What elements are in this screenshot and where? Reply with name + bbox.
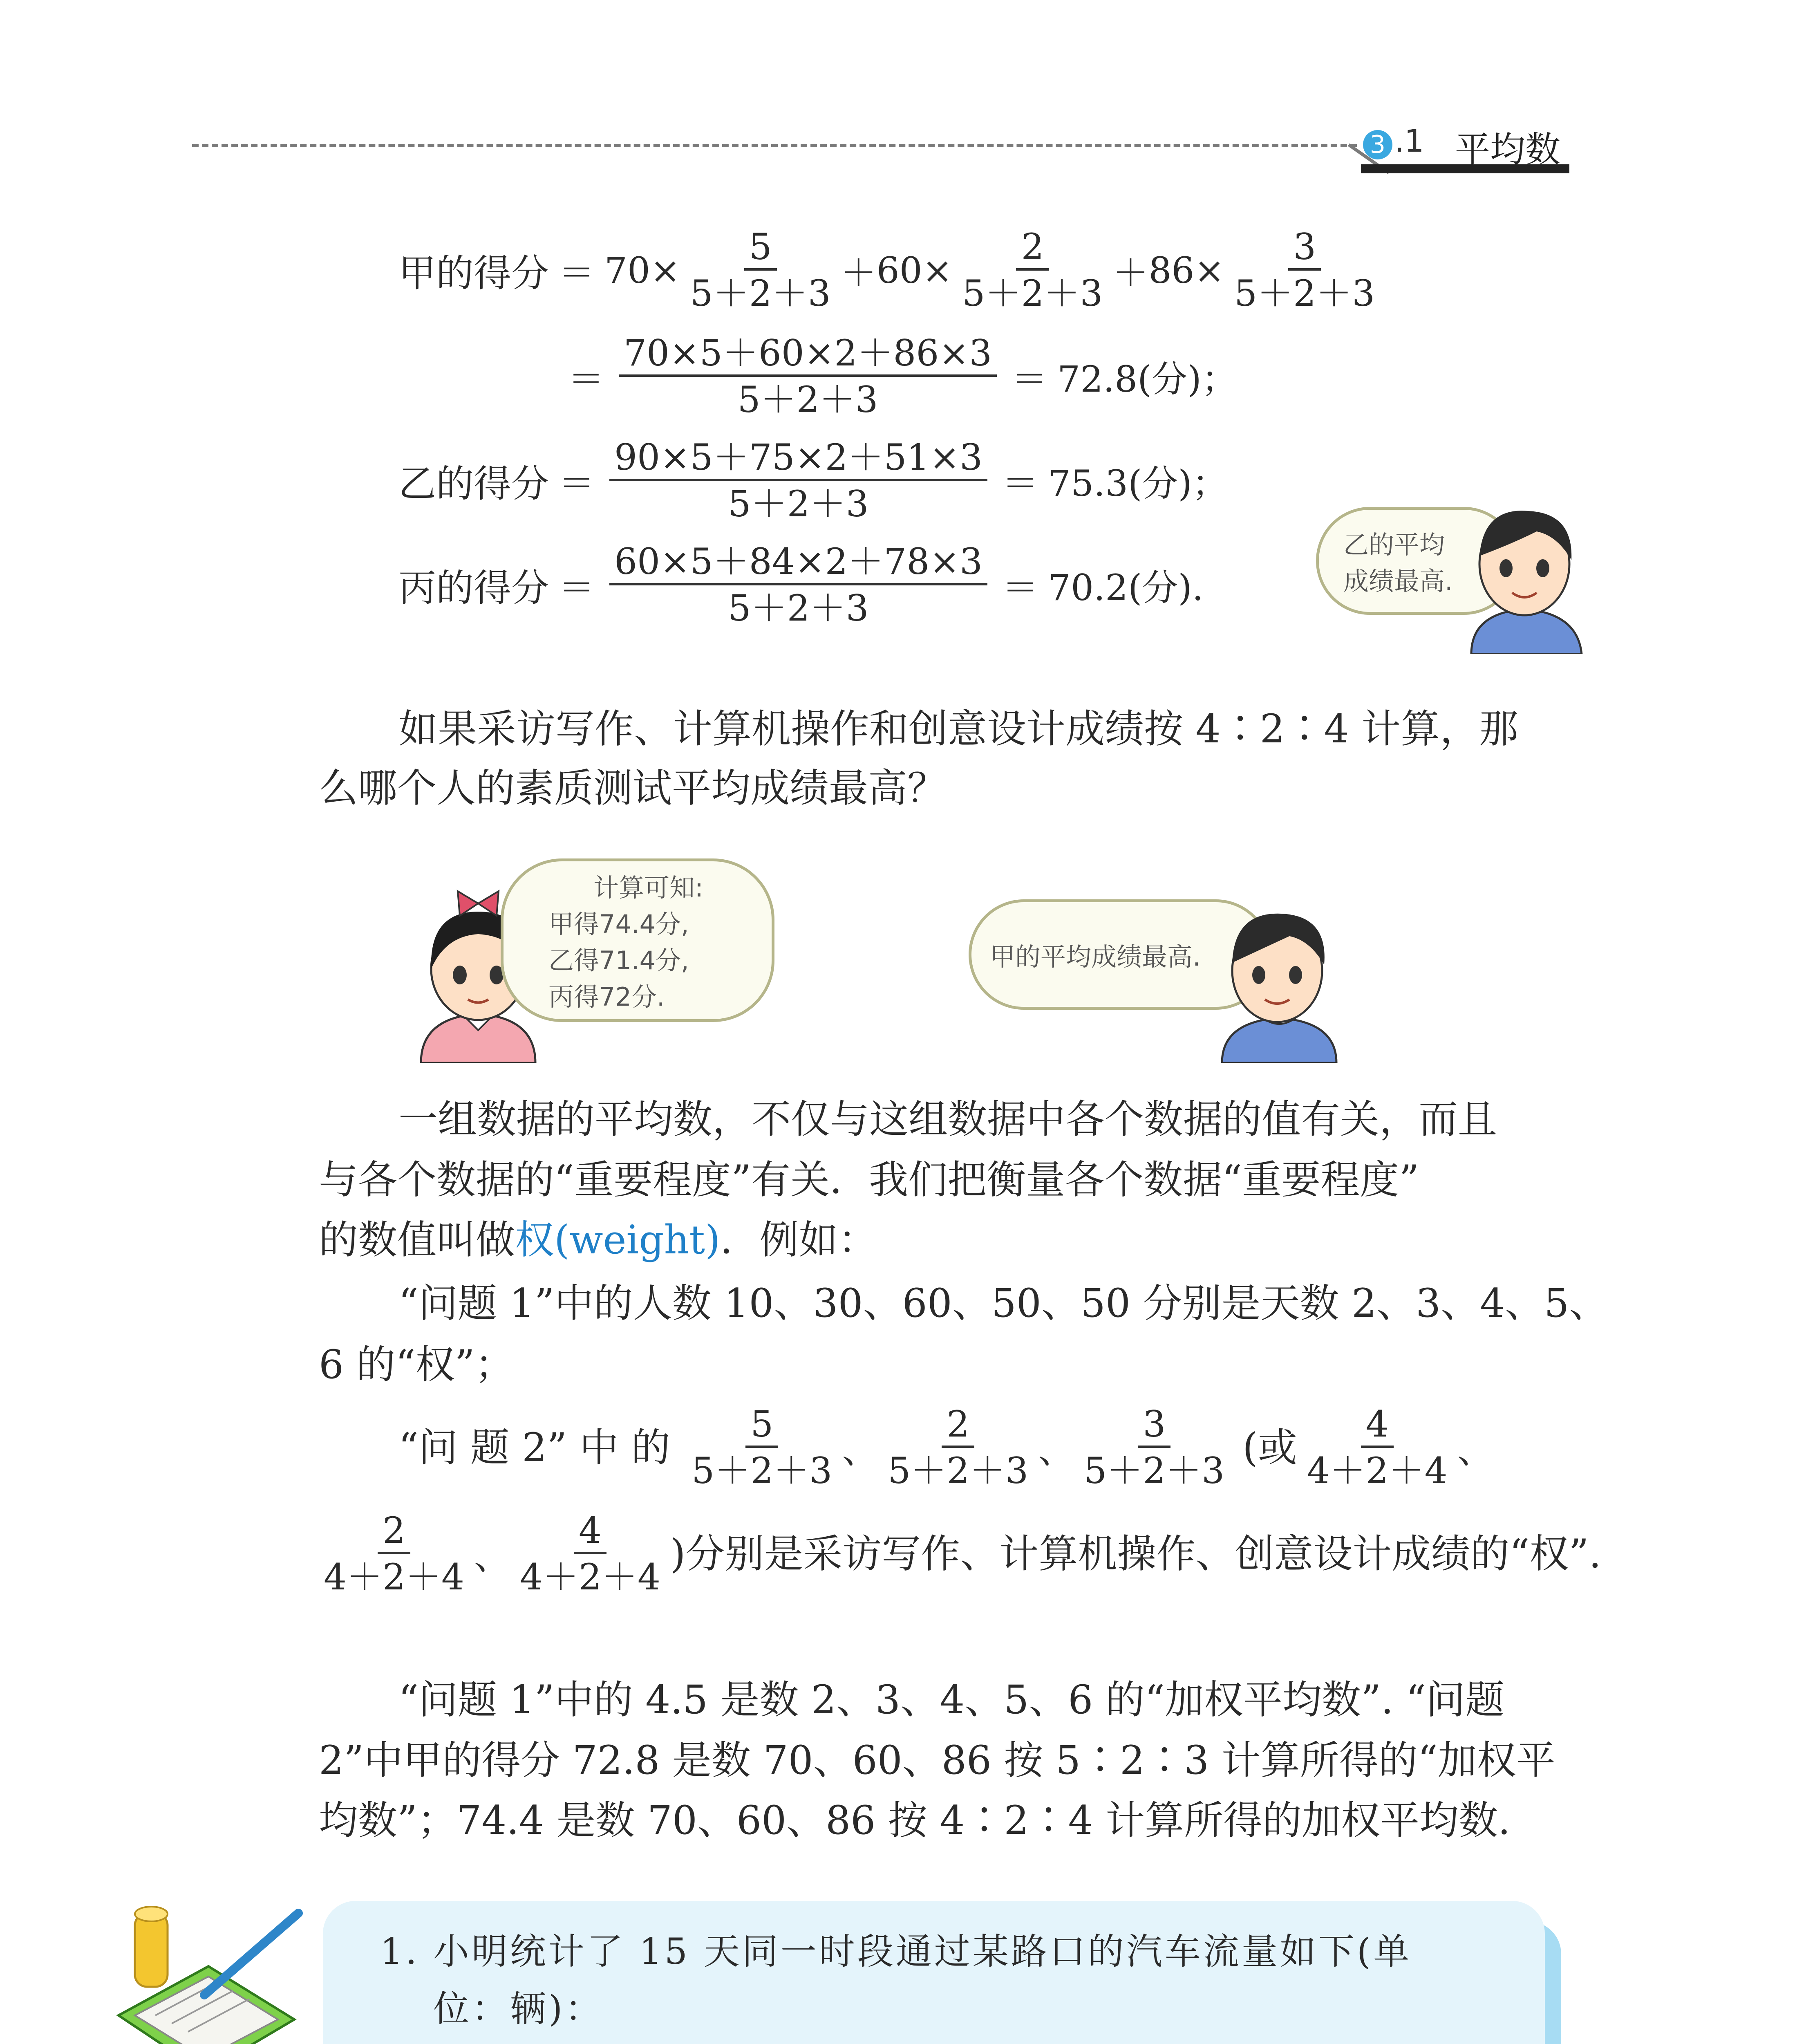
fraction: $\frac{60\times 5+84\times 2+78\times 3}{5+2+3}$ (609, 544, 987, 626)
jia-score-line1: 甲的得分 ＝ 70 × $\frac{5}{5+2+3}$ ＋ 60 × $\frac{2}{5+2+3}$ ＋ 86 × $\frac{3}{5+2+3}$ (398, 229, 1385, 312)
example2-line2: $\frac{2}{4+2+4}$ 、 $\frac{4}{4+2+4}$ )分别是采访写作、计算机操作、创意设计成绩的“权”. (319, 1513, 1601, 1595)
bubble-text: 计算可知: (593, 873, 703, 903)
jia-score-line2: ＝ $\frac{70\times 5+60\times 2+86\times 3}{5+2+3}$ ＝ 72.8(分)； (568, 332, 1238, 421)
text: ．例如： (720, 1217, 877, 1263)
fraction: $\frac{4}{4+2+4}$ (1307, 1403, 1448, 1492)
bubble-text: 甲的平均成绩最高. (990, 941, 1201, 972)
fraction: $\frac{90\times 5+75\times 2+51\times 3}{5+2+3}$ (609, 439, 987, 522)
bing-label: 丙的得分 (398, 566, 549, 610)
section-title: 平均数 (1455, 129, 1560, 170)
fraction: $\frac{2}{5+2+3}$ (888, 1403, 1029, 1492)
weight-line1: 一组数据的平均数，不仅与这组数据中各个数据的值有关，而且 (398, 1096, 1497, 1142)
fraction: $\frac{4}{4+2+4}$ (519, 1509, 660, 1598)
bing-score-line: 丙的得分 ＝ $\frac{60\times 5+84\times 2+78\times 3}{5+2+3}$ ＝ 70.2(分). (398, 540, 1204, 629)
yi-result: 75.3(分)； (1048, 462, 1228, 504)
speech-bubble-girl (501, 858, 774, 1022)
jia-result: 72.8(分)； (1057, 358, 1238, 400)
weight-line3 (319, 1217, 877, 1263)
text: (或 (1242, 1425, 1297, 1470)
bubble-text: 丙得72分. (548, 982, 665, 1012)
bing-result: 70.2(分). (1048, 567, 1204, 609)
notebook-pen-icon (110, 1897, 307, 2044)
fraction: $\frac{3}{5+2+3}$ (1084, 1403, 1225, 1492)
fraction: $\frac{2}{4+2+4}$ (324, 1509, 464, 1598)
text: “问 题 2” 中 的 (398, 1425, 671, 1470)
question-line1: 如果采访写作、计算机操作和创意设计成绩按 4∶2∶4 计算，那 (398, 706, 1519, 752)
weight-line2: 与各个数据的“重要程度”有关．我们把衡量各个数据“重要程度” (319, 1157, 1419, 1203)
term-60: 60 (876, 249, 922, 291)
summary-line3: 均数”；74.4 是数 70、60、86 按 4∶2∶4 计算所得的加权平均数. (319, 1797, 1511, 1843)
bubble-text: 成绩最高. (1343, 566, 1453, 596)
practice-question-line1: 1. 小明统计了 15 天同一时段通过某路口的汽车流量如下(单 (380, 1930, 1412, 1972)
fraction: $\frac{5}{5+2+3}$ (692, 1403, 833, 1492)
section-number: .1 (1394, 123, 1424, 159)
yi-score-line: 乙的得分 ＝ $\frac{90\times 5+75\times 2+51\times 3}{5+2+3}$ ＝ 75.3(分)； (398, 436, 1228, 525)
fraction: $\frac{5}{5+2+3}$ (690, 226, 831, 314)
bubble-text: 乙的平均 (1343, 530, 1445, 560)
example2-line1: “问 题 2” 中 的 $\frac{5}{5+2+3}$ 、 $\frac{2}{5+2+3}$ 、 $\frac{3}{5+2+3}$ (或 $\frac{4}{4+2+4}$ 、 (398, 1403, 1493, 1492)
chapter-badge: 3 (1363, 130, 1392, 159)
boy-illustration (1455, 491, 1594, 654)
summary-line1: “问题 1”中的 4.5 是数 2、3、4、5、6 的“加权平均数”. “问题 (398, 1677, 1505, 1723)
example1-line1: “问题 1”中的人数 10、30、60、50、50 分别是天数 2、3、4、5、 (398, 1280, 1609, 1326)
text: 的数值叫做 (319, 1217, 515, 1263)
example1-line2: 6 的“权”； (319, 1342, 514, 1387)
fraction: $\frac{70\times 5+60\times 2+86\times 3}{5+2+3}$ (619, 335, 997, 418)
term-86: 86 (1148, 249, 1195, 291)
term-weight: 权(weight) (515, 1217, 721, 1263)
practice-question-line2: 位：辆)： (433, 1988, 604, 2030)
fraction: $\frac{3}{5+2+3}$ (1234, 226, 1375, 314)
text: )分别是采访写作、计算机操作、创意设计成绩的“权”. (670, 1531, 1602, 1577)
boy-illustration (1210, 891, 1349, 1063)
header-dashed-rule (192, 144, 1357, 147)
term-70: 70 (604, 249, 651, 291)
jia-label: 甲的得分 (398, 251, 549, 295)
bubble-text: 甲得74.4分, (548, 909, 689, 939)
question-line2: 么哪个人的素质测试平均成绩最高？ (319, 765, 947, 811)
summary-line2: 2”中甲的得分 72.8 是数 70、60、86 按 5∶2∶3 计算所得的“加权平 (319, 1737, 1555, 1783)
fraction: $\frac{2}{5+2+3}$ (962, 226, 1103, 314)
yi-label: 乙的得分 (398, 462, 549, 506)
bubble-text: 乙得71.4分, (548, 946, 689, 975)
